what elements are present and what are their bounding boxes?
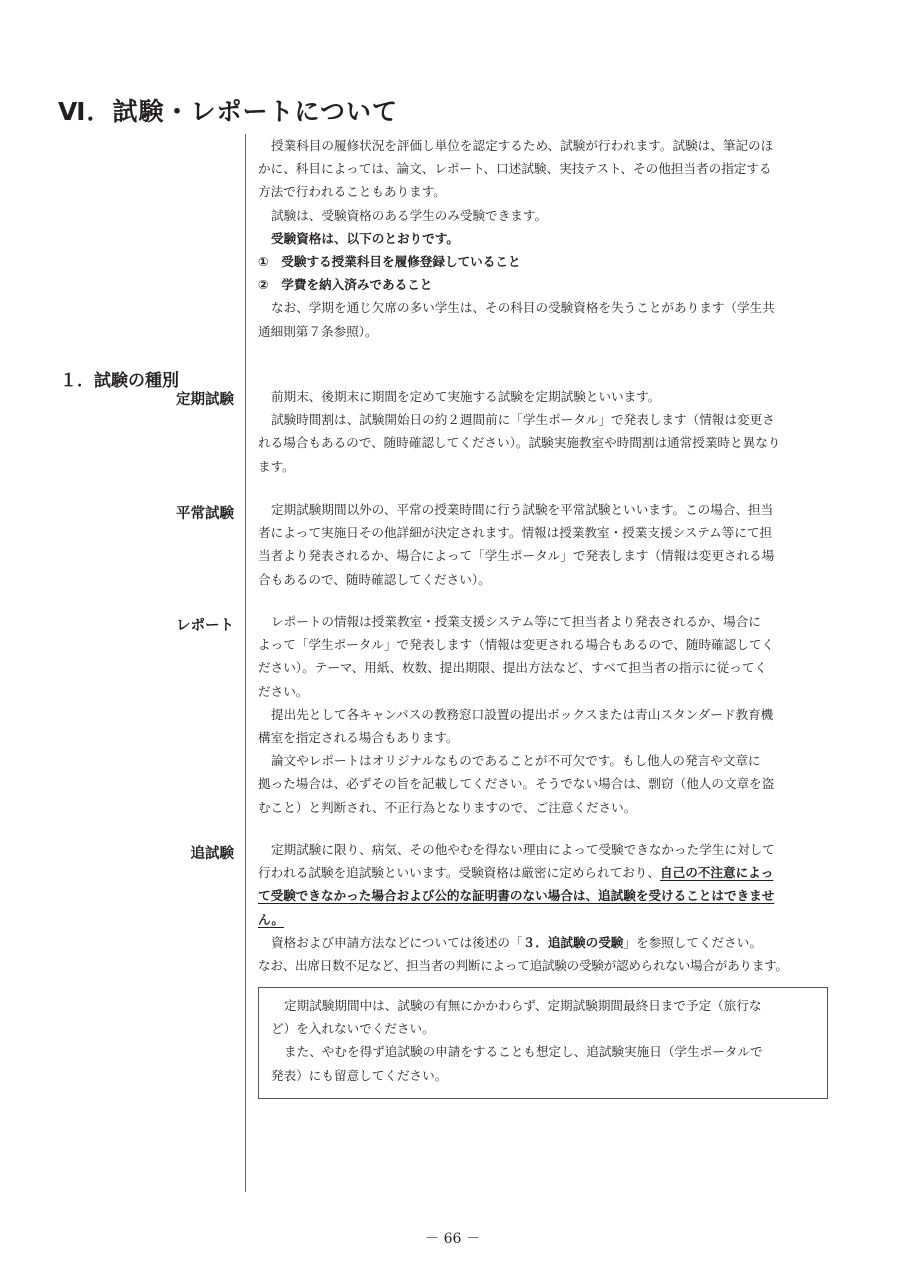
notice-box [258, 987, 828, 1099]
report-line: 拠った場合は、必ずその旨を記載してください。そうでない場合は、剽窃（他人の文章を盗 [258, 776, 775, 792]
makeup-exam-warning: ん。 [258, 911, 284, 927]
makeup-exam-block [258, 838, 832, 977]
eligibility-heading: 受験資格は、以下のとおりです。 [271, 230, 459, 246]
makeup-exam-reference: ３．追試験の受験 [522, 934, 624, 950]
intro-line: 授業科目の履修状況を評価し単位を認定するため、試験が行われます。試験は、筆記のほ [271, 138, 774, 153]
makeup-exam-text: 」を参照してください。 [623, 934, 762, 950]
notice-line: 発表）にも留意してください。 [271, 1067, 448, 1083]
report-line: 提出先として各キャンパスの教務窓口設置の提出ボックスまたは青山スタンダード教育機 [271, 706, 774, 722]
label-report: レポート [176, 618, 234, 634]
ordinary-exam-line: 合もあるので、随時確認してください）。 [258, 571, 491, 587]
report-block [258, 610, 832, 819]
label-makeup-exam: 追試験 [190, 846, 234, 862]
report-line: ださい）。テーマ、用紙、枚数、提出期限、提出方法など、すべて担当者の指示に従ってく [258, 660, 768, 676]
report-line: レポートの情報は授業教室・授業支援システム等にて担当者より発表されるか、場合に [271, 614, 761, 629]
report-line: 構室を指定される場合もあります。 [258, 729, 459, 745]
makeup-exam-line [258, 908, 832, 931]
notice-line: ど）を入れないでください。 [271, 1021, 435, 1037]
makeup-exam-warning: 自己の不注意によっ [660, 865, 774, 881]
intro-closing-line: 通細則第７条参照）。 [258, 323, 378, 339]
intro-line: 方法で行われることもあります。 [258, 184, 446, 200]
intro-line: かに、科目によっては、論文、レポート、口述試験、実技テスト、その他担当者の指定する [258, 161, 772, 177]
intro-line: 試験は、受験資格のある学生のみ受験できます。 [271, 207, 548, 223]
vertical-divider [245, 134, 246, 1192]
makeup-exam-line: 定期試験に限り、病気、その他やむを得ない理由によって受験できなかった学生に対して [271, 842, 775, 857]
report-line: よって「学生ポータル」で発表します（情報は変更される場合もあるので、随時確認してく [258, 637, 775, 653]
makeup-exam-text: 行われる試験を追試験といいます。受験資格は厳密に定められており、 [258, 865, 660, 881]
ordinary-exam-block [258, 498, 832, 591]
regular-exam-block [258, 385, 832, 478]
regular-exam-line: ます。 [258, 458, 295, 474]
chapter-title: Ⅵ．試験・レポートについて [58, 97, 398, 126]
makeup-exam-line [258, 931, 832, 954]
label-regular-exam: 定期試験 [176, 392, 234, 408]
label-ordinary-exam: 平常試験 [176, 506, 234, 522]
eligibility-item: ② 学費を納入済みであること [258, 277, 433, 293]
regular-exam-line: れる場合もあるので、随時確認してください）。試験実施教室や時間割は通常授業時と異なり [258, 435, 781, 451]
regular-exam-line: 前期末、後期末に期間を定めて実施する試験を定期試験といいます。 [271, 389, 661, 404]
makeup-exam-line [258, 861, 832, 884]
eligibility-item: ① 受験する授業科目を履修登録していること [258, 253, 521, 269]
ordinary-exam-line: 定期試験期間以外の、平常の授業時間に行う試験を平常試験といいます。この場合、担当 [271, 502, 774, 517]
makeup-exam-text: 資格および申請方法などについては後述の「 [271, 934, 523, 950]
regular-exam-line: 試験時間割は、試験開始日の約２週間前に「学生ポータル」で発表します（情報は変更さ [271, 412, 775, 428]
notice-line: 定期試験期間中は、試験の有無にかかわらず、定期試験期間最終日まで予定（旅行な [284, 998, 762, 1013]
makeup-exam-warning: て受験できなかった場合および公的な証明書のない場合は、追試験を受けることはできませ [258, 888, 775, 904]
makeup-exam-line: なお、出席日数不足など、担当者の判断によって追試験の受験が認められない場合があります。 [258, 957, 788, 973]
report-line: ださい。 [258, 683, 309, 699]
report-line: 論文やレポートはオリジナルなものであることが不可欠です。もし他人の発言や文章に [271, 753, 761, 769]
notice-line: また、やむを得ず追試験の申請をすることも想定し、追試験実施日（学生ポータルで [284, 1044, 763, 1060]
intro-closing-line: なお、学期を通じ欠席の多い学生は、その科目の受験資格を失うことがあります（学生共 [271, 300, 775, 316]
section-title: １．試験の種別 [60, 371, 179, 391]
page-number: － 66 － [425, 1231, 480, 1247]
ordinary-exam-line: 者によって実施日その他詳細が決定されます。情報は授業教室・授業支援システム等にて担 [258, 525, 773, 541]
report-line: むこと）と判断され、不正行為となりますので、ご注意ください。 [258, 799, 637, 815]
intro-block [258, 134, 832, 343]
ordinary-exam-line: 当者より発表されるか、場合によって「学生ポータル」で発表します（情報は変更される場 [258, 548, 775, 564]
